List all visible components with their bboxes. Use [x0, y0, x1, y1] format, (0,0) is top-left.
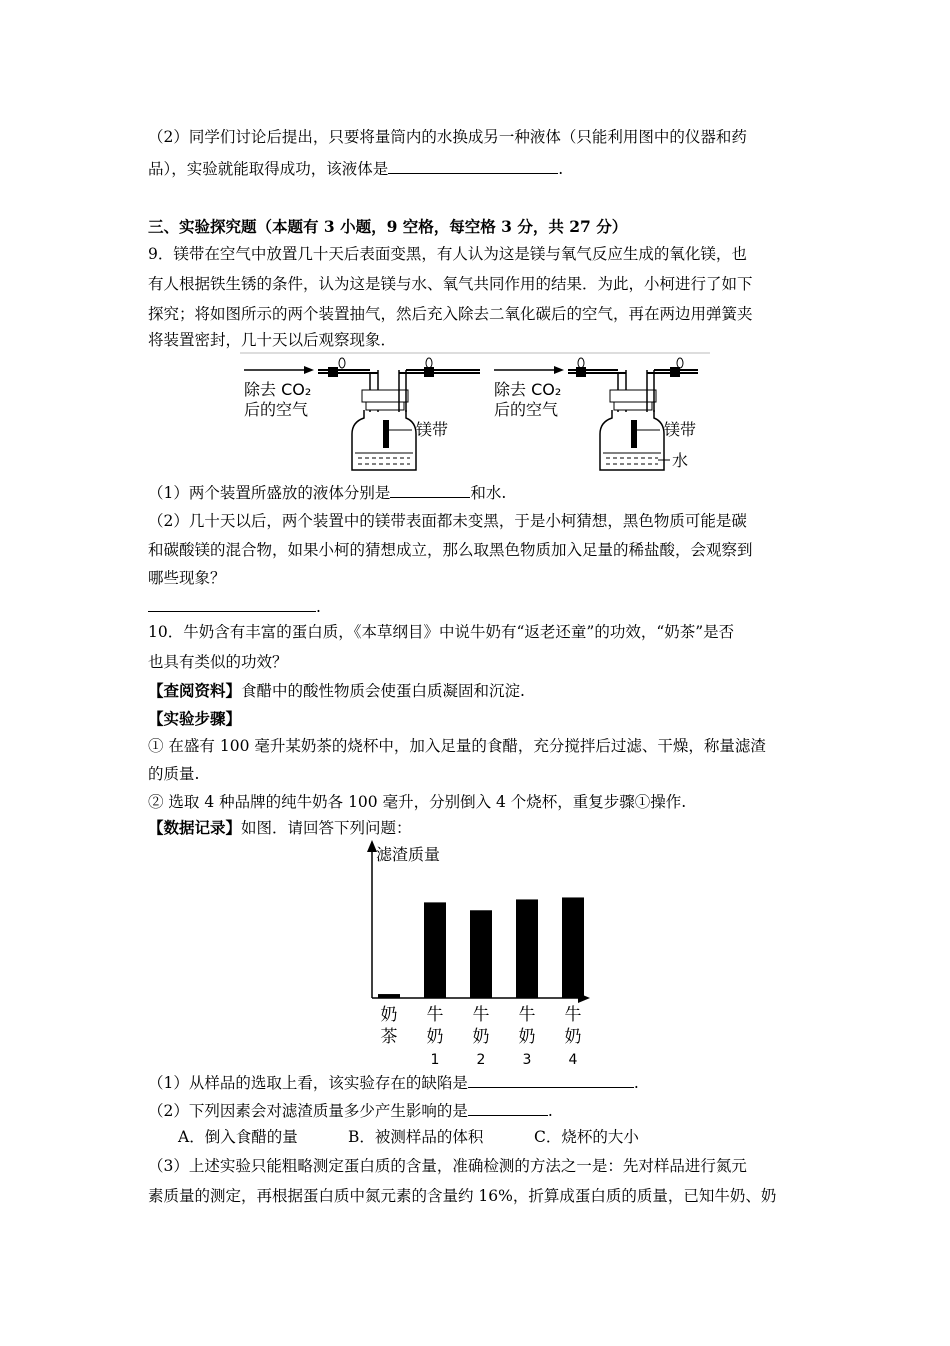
- q10-p1-end: .: [633, 1074, 639, 1092]
- residue-bar-chart: [360, 840, 600, 1070]
- right-apparatus: [494, 358, 698, 470]
- option-c[interactable]: C．烧杯的大小: [534, 1128, 639, 1146]
- answer-blank[interactable]: [148, 596, 316, 612]
- x-tick-label-1-0: 牛: [426, 1005, 444, 1025]
- q10-p2: [148, 1100, 553, 1121]
- q9-p2-line3: 哪些现象？: [148, 569, 226, 587]
- apparatus-figure: [240, 352, 710, 476]
- clip-right: [670, 367, 680, 377]
- q10-p3-line1: （3）上述实验只能粗略测定蛋白质的含量，准确检测的方法之一是：先对样品进行氮元: [148, 1157, 747, 1175]
- reference-text: 食醋中的酸性物质会使蛋白质凝固和沉淀.: [241, 682, 525, 700]
- x-tick-label-4-1: 奶: [564, 1027, 582, 1047]
- answer-blank[interactable]: [390, 482, 470, 498]
- answer-blank[interactable]: [468, 1072, 634, 1088]
- x-tick-label-3-0: 牛: [518, 1005, 536, 1025]
- section-heading: 三、实验探究题（本题有 3 小题，9 空格，每空格 3 分，共 27 分）: [148, 217, 628, 236]
- steps-tag: 【实验步骤】: [148, 709, 242, 728]
- data-record: [148, 818, 412, 838]
- step1-line1: ① 在盛有 100 毫升某奶茶的烧杯中，加入足量的食醋，充分搅拌后过滤、干燥，称量滤渣: [148, 737, 766, 755]
- x-tick-label-2-1: 奶: [472, 1027, 490, 1047]
- q9-line3: 探究；将如图所示的两个装置抽气，然后充入除去二氧化碳后的空气，再在两边用弹簧夹: [148, 305, 753, 323]
- q9-p2-line1: （2）几十天以后，两个装置中的镁带表面都未变黑，于是小柯猜想，黑色物质可能是碳: [148, 512, 747, 530]
- q10-p1-text: （1）从样品的选取上看，该实验存在的缺陷是: [148, 1074, 468, 1092]
- data-tag: 【数据记录】: [148, 818, 242, 837]
- x-tick-label-4-2: 4: [568, 1052, 578, 1068]
- answer-blank[interactable]: [388, 158, 558, 174]
- x-tick-label-2-0: 牛: [472, 1005, 490, 1025]
- x-tick-label-1-1: 奶: [426, 1027, 444, 1047]
- step1-line2: 的质量.: [148, 765, 200, 783]
- q9-p1-end: 和水.: [470, 484, 507, 502]
- q10-line2: 也具有类似的功效？: [148, 653, 288, 671]
- q8-p2-end: .: [558, 160, 564, 178]
- water-label: 水: [672, 451, 689, 470]
- right-label-1: 除去 CO₂: [494, 380, 562, 399]
- bar-1: [424, 902, 446, 998]
- left-label-2: 后的空气: [244, 400, 309, 419]
- option-a[interactable]: A．倒入食醋的量: [178, 1128, 298, 1146]
- y-axis-label: 滤渣质量: [376, 845, 441, 864]
- x-tick-label-0-0: 奶: [380, 1005, 398, 1025]
- left-strip-label: 镁带: [416, 420, 449, 439]
- left-label-1: 除去 CO₂: [244, 380, 312, 399]
- q10-p2-end: .: [547, 1102, 553, 1120]
- bar-3: [516, 899, 538, 998]
- q9-p1: [148, 482, 506, 503]
- clip-left: [328, 367, 338, 377]
- step2: ② 选取 4 种品牌的纯牛奶各 100 毫升，分别倒入 4 个烧杯，重复步骤①操作.: [148, 793, 687, 811]
- data-text: 如图．请回答下列问题：: [241, 819, 412, 837]
- bar-0: [378, 994, 400, 998]
- q10-p1: [148, 1072, 639, 1093]
- q9-line1: 9．镁带在空气中放置几十天后表面变黑，有人认为这是镁与氧气反应生成的氧化镁，也: [148, 245, 747, 263]
- left-apparatus: [244, 358, 480, 470]
- q10-p3-line2: 素质量的测定，再根据蛋白质中氮元素的含量约 16%，折算成蛋白质的质量，已知牛奶、奶: [148, 1187, 777, 1205]
- x-tick-label-1-2: 1: [430, 1052, 440, 1068]
- q10-line1: 10．牛奶含有丰富的蛋白质，《本草纲目》中说牛奶有“返老还童”的功效，“奶茶”是否: [148, 623, 735, 641]
- bar-2: [470, 910, 492, 998]
- q8-p2-line2: [148, 158, 563, 179]
- q10-reference: [148, 681, 525, 701]
- right-label-2: 后的空气: [494, 400, 559, 419]
- right-strip-label: 镁带: [664, 420, 697, 439]
- q9-p1-text: （1）两个装置所盛放的液体分别是: [148, 484, 391, 502]
- x-tick-label-4-0: 牛: [564, 1005, 582, 1025]
- magnesium-strip: [383, 420, 389, 448]
- x-tick-label-3-2: 3: [522, 1052, 532, 1068]
- option-b[interactable]: B．被测样品的体积: [348, 1128, 484, 1146]
- q9-p2-end: .: [316, 598, 321, 616]
- magnesium-strip: [631, 420, 637, 448]
- q8-p2-text: 品），实验就能取得成功，该液体是: [148, 160, 389, 178]
- x-tick-label-3-1: 奶: [518, 1027, 536, 1047]
- q10-p2-text: （2）下列因素会对滤渣质量多少产生影响的是: [148, 1102, 468, 1120]
- q9-line2: 有人根据铁生锈的条件，认为这是镁与水、氧气共同作用的结果．为此，小柯进行了如下: [148, 275, 753, 293]
- reference-tag: 【查阅资料】: [148, 681, 242, 700]
- q9-p2-answer: [148, 596, 321, 617]
- q9-line4: 将装置密封，几十天以后观察现象．: [148, 331, 397, 349]
- answer-blank[interactable]: [468, 1100, 548, 1116]
- q9-p2-line2: 和碳酸镁的混合物，如果小柯的猜想成立，那么取黑色物质加入足量的稀盐酸，会观察到: [148, 541, 753, 559]
- q8-p2-line1: （2）同学们讨论后提出，只要将量筒内的水换成另一种液体（只能利用图中的仪器和药: [148, 128, 747, 146]
- x-tick-label-2-2: 2: [476, 1052, 486, 1068]
- x-tick-label-0-1: 茶: [380, 1027, 398, 1047]
- bar-4: [562, 897, 584, 998]
